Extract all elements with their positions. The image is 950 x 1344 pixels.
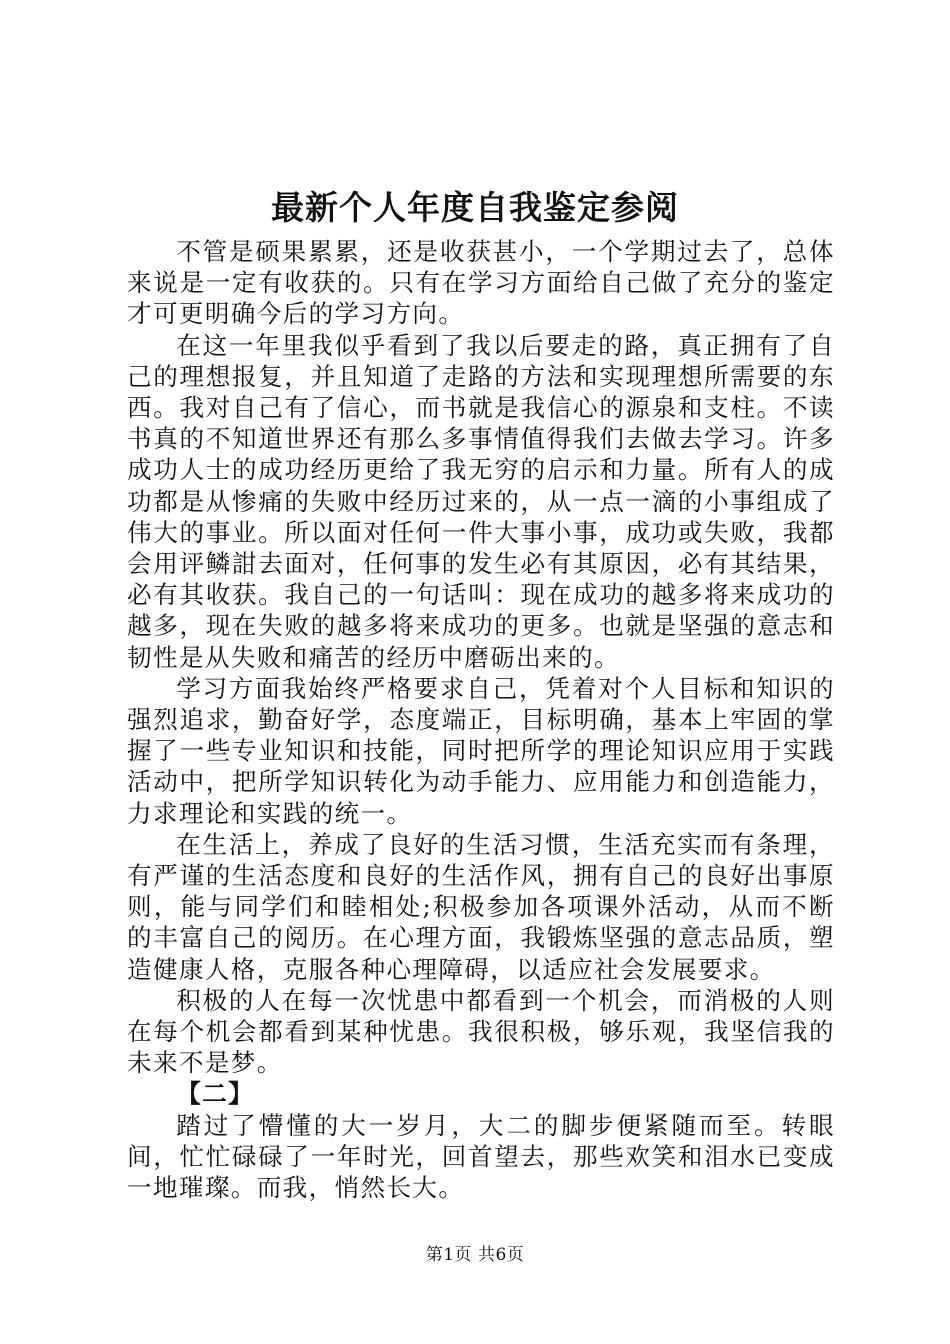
document-body [127,236,835,1203]
section-heading: 【二】 [176,1079,255,1109]
paragraph: 不管是硕果累累，还是收获甚小，一个学期过去了，总体来说是一定有收获的。只有在学习方面给自己做了充分的鉴定才可更明确今后的学习方向。 [127,237,835,329]
paragraph: 学习方面我始终严格要求自己，凭着对个人目标和知识的强烈追求，勤奋好学，态度端正，目标明确，基本上牢固的掌握了一些专业知识和技能，同时把所学的理论知识应用于实践活动中，把所学知识转化为动手能力、应用能力和创造能力，力求理论和实践的统一。 [127,673,835,828]
paragraph: 踏过了懵懂的大一岁月，大二的脚步便紧随而至。转眼间，忙忙碌碌了一年时光，回首望去，那些欢笑和泪水已变成一地璀璨。而我，悄然长大。 [127,1110,835,1203]
page-footer: 第1页 共6页 [425,1245,525,1265]
paragraph: 积极的人在每一次忧患中都看到一个机会，而消极的人则在每个机会都看到某种忧患。我很积极，够乐观，我坚信我的未来不是梦。 [127,985,835,1078]
paragraph: 在生活上，养成了良好的生活习惯，生活充实而有条理，有严谨的生活态度和良好的生活作风，拥有自己的良好出事原则，能与同学们和睦相处;积极参加各项课外活动，从而不断的丰富自己的阅历。在心理方面，我锻炼坚强的意志品质，塑造健康人格，克服各种心理障碍，以适应社会发展要求。 [127,829,835,984]
paragraph: 在这一年里我似乎看到了我以后要走的路，真正拥有了自己的理想报复，并且知道了走路的方法和实现理想所需要的东西。我对自己有了信心，而书就是我信心的源泉和支柱。不读书真的不知道世界还有那么多事情值得我们去做去学习。许多成功人士的成功经历更给了我无穷的启示和力量。所有人的成功都是从惨痛的失败中经历过来的，从一点一滴的小事组成了伟大的事业。所以面对任何一件大事小事，成功或失败，我都会用评鳞詌去面对，任何事的发生必有其原因，必有其结果，必有其收获。我自己的一句话叫：现在成功的越多将来成功的越多，现在失败的越多将来成功的更多。也就是坚强的意志和韧性是从失败和痛苦的经历中磨砺出来的。 [127,330,835,672]
document-title: 最新个人年度自我鉴定参阅 [271,188,679,227]
